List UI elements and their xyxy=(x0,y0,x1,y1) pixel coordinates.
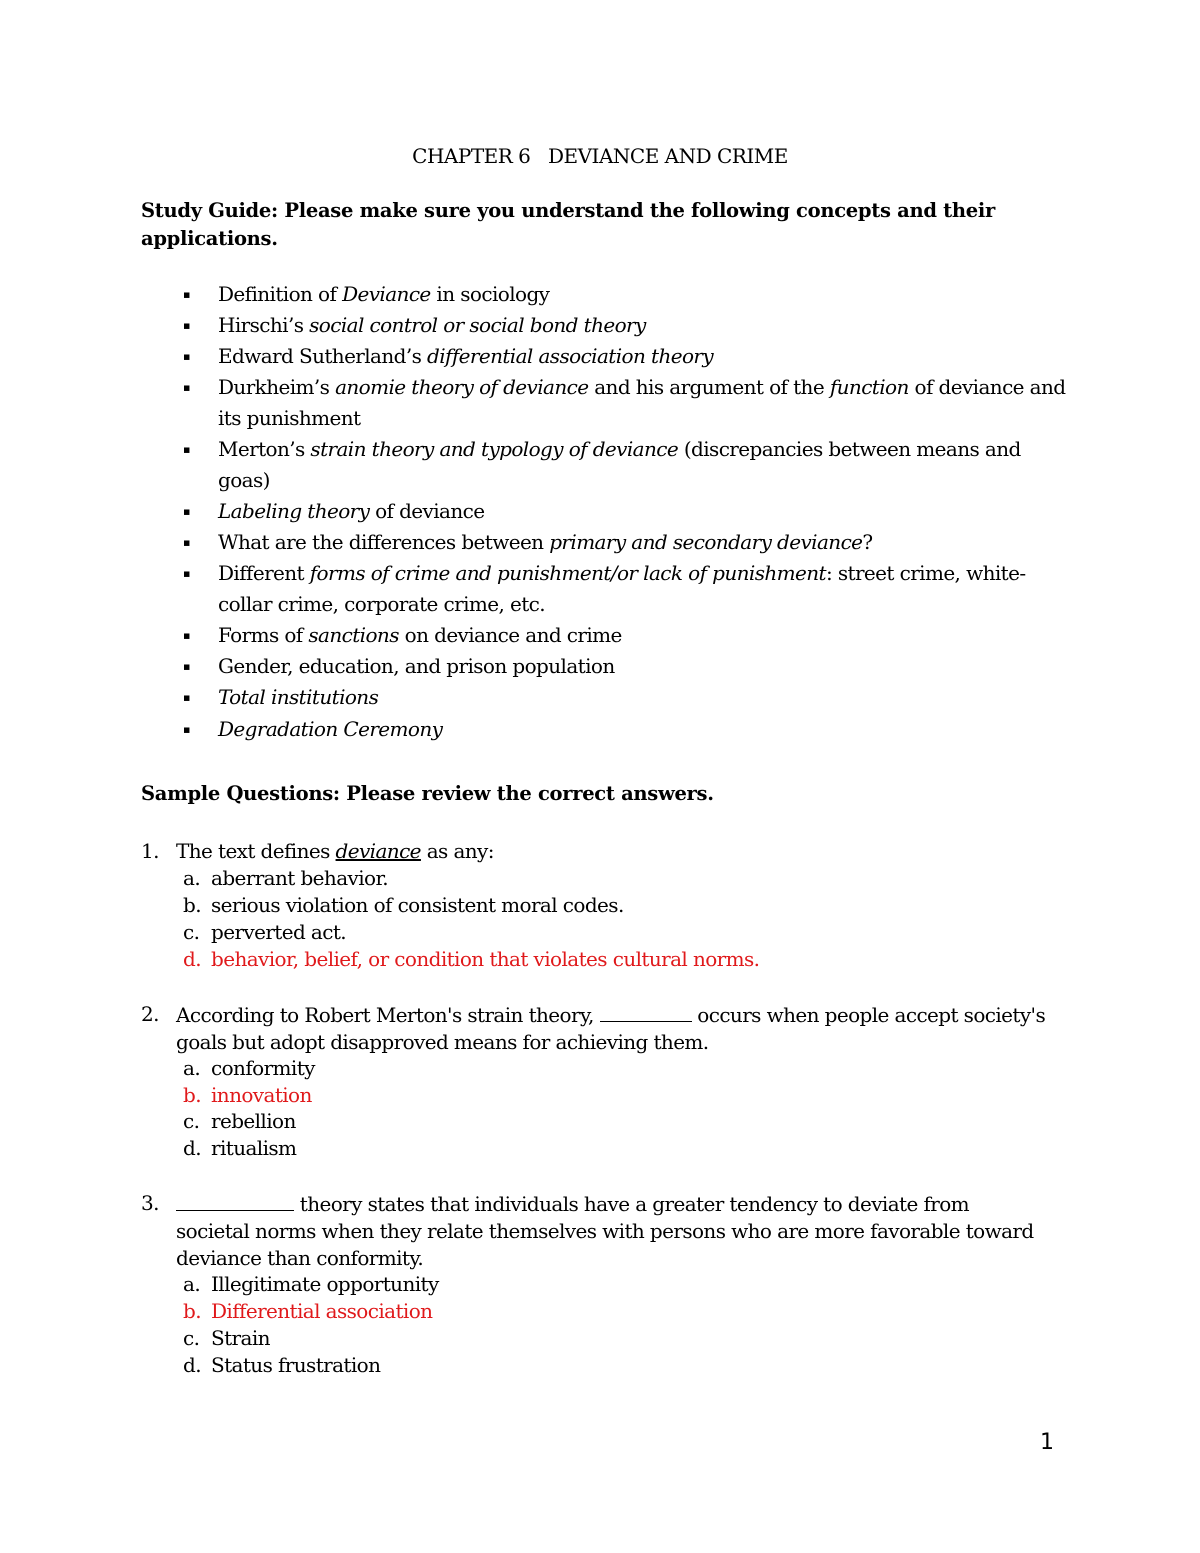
answer-option xyxy=(183,892,1061,919)
list-item xyxy=(183,341,1068,372)
list-item xyxy=(183,714,1068,745)
list-item xyxy=(183,434,1068,496)
item-text: Forms of xyxy=(218,623,309,647)
item-term: sanctions xyxy=(308,623,399,647)
option-text: ritualism xyxy=(211,1136,297,1160)
item-term: differential association theory xyxy=(427,344,714,368)
item-text: (discrepancies between means and goas) xyxy=(218,437,1021,492)
option-letter: b. xyxy=(183,893,201,917)
item-text: ? xyxy=(862,530,873,554)
option-letter: d. xyxy=(183,1136,201,1160)
item-text: Gender, education, and prison population xyxy=(218,654,615,678)
option-letter: b. xyxy=(183,1083,201,1107)
question-text: The text defines xyxy=(176,839,336,863)
bullet-square-icon: ▪ xyxy=(183,381,190,394)
option-text: rebellion xyxy=(211,1109,296,1133)
item-text: on deviance and crime xyxy=(398,623,622,647)
sample-questions-heading: Sample Questions: Please review the correct answers. xyxy=(141,782,714,805)
bullet-square-icon: ▪ xyxy=(183,691,190,704)
item-text: of deviance xyxy=(369,499,485,523)
option-text: serious violation of consistent moral codes. xyxy=(211,893,624,917)
question-text: occurs when people accept society's goals but adopt disapproved means for achieving them. xyxy=(176,1003,1046,1054)
option-letter: c. xyxy=(183,1109,200,1133)
option-text: Strain xyxy=(211,1326,270,1350)
answer-option xyxy=(183,865,1061,892)
answer-option xyxy=(183,1325,1061,1352)
question-text: According to Robert Merton's strain theory, xyxy=(176,1003,600,1027)
bullet-square-icon: ▪ xyxy=(183,319,190,332)
option-text: behavior, belief, or condition that violates cultural norms. xyxy=(211,947,760,971)
list-item xyxy=(183,279,1068,310)
item-text: Hirschi’s xyxy=(218,313,310,337)
option-text: conformity xyxy=(211,1056,315,1080)
option-letter: b. xyxy=(183,1299,201,1323)
item-text: and his argument of the xyxy=(588,375,830,399)
option-letter: c. xyxy=(183,920,200,944)
correct-answer-option xyxy=(183,1298,1061,1325)
bullet-square-icon: ▪ xyxy=(183,288,190,301)
question-text: theory states that individuals have a greater tendency to deviate from societal norms when they relate themselves with persons who are more favorable toward deviance than conformity. xyxy=(176,1192,1034,1270)
question-1 xyxy=(141,838,1046,865)
item-term: Total institutions xyxy=(218,685,379,709)
list-item xyxy=(183,496,1068,527)
fill-in-blank xyxy=(600,1001,692,1022)
item-text: Durkheim’s xyxy=(218,375,336,399)
list-item xyxy=(183,620,1068,651)
bullet-square-icon: ▪ xyxy=(183,443,190,456)
study-guide-heading: Study Guide: Please make sure you understand the following concepts and their applications. xyxy=(141,199,995,250)
item-text: of deviance and its punishment xyxy=(218,375,1066,430)
option-text: Status frustration xyxy=(211,1353,381,1377)
item-term: Degradation Ceremony xyxy=(218,717,443,741)
item-text: in sociology xyxy=(430,282,550,306)
option-letter: d. xyxy=(183,947,201,971)
question-3 xyxy=(141,1190,1046,1272)
item-term: social control or social bond theory xyxy=(309,313,646,337)
bullet-square-icon: ▪ xyxy=(183,505,190,518)
item-term: function xyxy=(829,375,909,399)
item-term: forms of crime and punishment/or lack of punishment xyxy=(309,561,826,585)
item-text: Different xyxy=(218,561,310,585)
item-text: Definition of xyxy=(218,282,343,306)
item-text: : street crime, white-collar crime, corporate crime, etc. xyxy=(218,561,1026,616)
list-item xyxy=(183,651,1068,682)
bullet-square-icon: ▪ xyxy=(183,536,190,549)
option-letter: d. xyxy=(183,1353,201,1377)
answer-option xyxy=(183,1055,1061,1082)
item-term: anomie theory of deviance xyxy=(335,375,589,399)
list-item xyxy=(183,682,1068,713)
answer-option xyxy=(183,1108,1061,1135)
question-number: 3. xyxy=(141,1191,159,1215)
answer-option xyxy=(183,919,1061,946)
list-item xyxy=(183,527,1068,558)
option-text: perverted act. xyxy=(211,920,347,944)
item-text: Edward Sutherland’s xyxy=(218,344,428,368)
answer-option xyxy=(183,1135,1061,1162)
bullet-square-icon: ▪ xyxy=(183,723,190,736)
option-text: aberrant behavior. xyxy=(211,866,388,890)
option-text: Illegitimate opportunity xyxy=(211,1272,439,1296)
question-number: 2. xyxy=(141,1002,159,1026)
bullet-square-icon: ▪ xyxy=(183,629,190,642)
correct-answer-option xyxy=(183,946,1061,973)
question-keyword: deviance xyxy=(335,839,421,863)
option-text: innovation xyxy=(211,1083,312,1107)
answer-option xyxy=(183,1352,1061,1379)
item-text: What are the differences between xyxy=(218,530,550,554)
option-letter: c. xyxy=(183,1326,200,1350)
list-item xyxy=(183,558,1068,620)
item-text: Merton’s xyxy=(218,437,311,461)
answer-option xyxy=(183,1271,1061,1298)
option-letter: a. xyxy=(183,1272,201,1296)
list-item xyxy=(183,372,1068,434)
question-2 xyxy=(141,1001,1046,1056)
option-letter: a. xyxy=(183,866,201,890)
item-term: Labeling theory xyxy=(218,499,370,523)
list-item xyxy=(183,310,1068,341)
bullet-square-icon: ▪ xyxy=(183,350,190,363)
item-term: primary and secondary deviance xyxy=(549,530,863,554)
bullet-square-icon: ▪ xyxy=(183,660,190,673)
item-term: Deviance xyxy=(342,282,431,306)
option-letter: a. xyxy=(183,1056,201,1080)
chapter-title: CHAPTER 6 DEVIANCE AND CRIME xyxy=(412,144,788,168)
question-number: 1. xyxy=(141,839,159,863)
option-text: Differential association xyxy=(211,1299,433,1323)
correct-answer-option xyxy=(183,1082,1061,1109)
fill-in-blank xyxy=(176,1190,294,1211)
bullet-square-icon: ▪ xyxy=(183,567,190,580)
item-term: strain theory and typology of deviance xyxy=(310,437,679,461)
page-number: 1 xyxy=(1040,1430,1054,1455)
question-text: as any: xyxy=(420,839,494,863)
